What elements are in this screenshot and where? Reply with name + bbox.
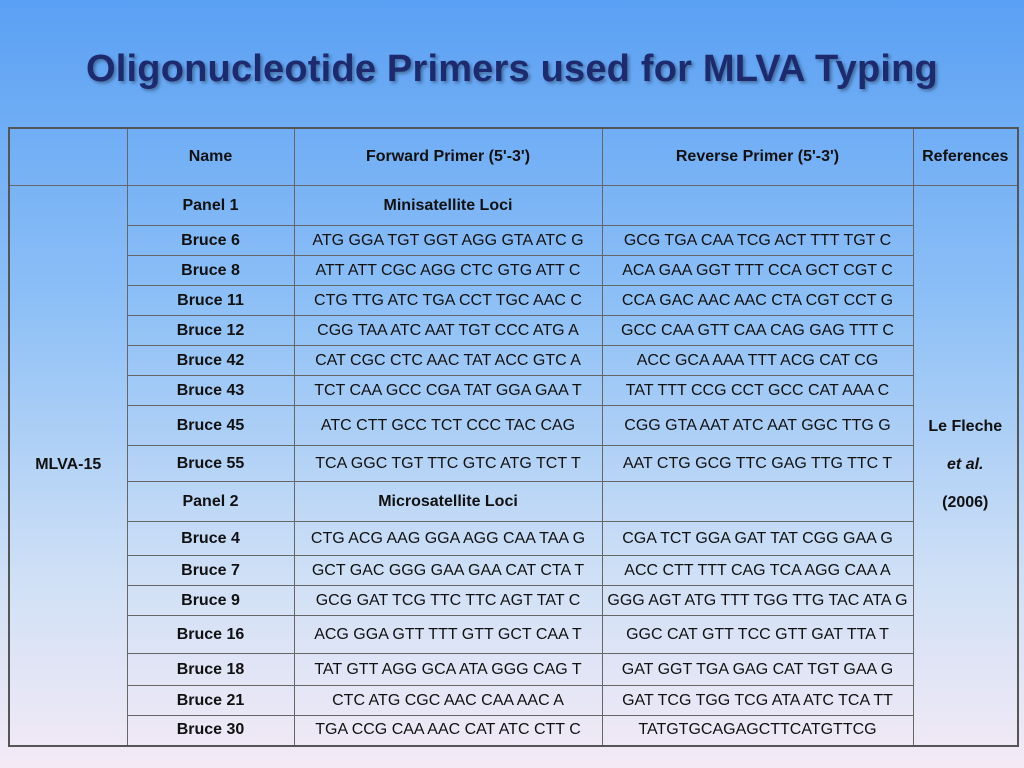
forward-primer: TAT GTT AGG GCA ATA GGG CAG T (294, 654, 602, 686)
forward-primer: ATT ATT CGC AGG CTC GTG ATT C (294, 256, 602, 286)
reverse-primer: GGC CAT GTT TCC GTT GAT TTA T (602, 616, 913, 654)
primer-name: Bruce 55 (127, 446, 294, 482)
reverse-primer: CGA TCT GGA GAT TAT CGG GAA G (602, 522, 913, 556)
reverse-primer: AAT CTG GCG TTC GAG TTG TTC T (602, 446, 913, 482)
primer-table (8, 127, 1019, 747)
forward-primer: CTC ATG CGC AAC CAA AAC A (294, 686, 602, 716)
reverse-primer: TAT TTT CCG CCT GCC CAT AAA C (602, 376, 913, 406)
panel1-empty (602, 186, 913, 226)
table-row (9, 522, 1018, 556)
forward-primer: TCT CAA GCC CGA TAT GGA GAA T (294, 376, 602, 406)
reverse-primer: GCC CAA GTT CAA CAG GAG TTT C (602, 316, 913, 346)
reverse-primer: ACA GAA GGT TTT CCA GCT CGT C (602, 256, 913, 286)
page-title: Oligonucleotide Primers used for MLVA Typing (86, 48, 938, 90)
panel2-empty (602, 482, 913, 522)
reverse-primer: TATGTGCAGAGCTTCATGTTCG (602, 716, 913, 746)
panel2-label: Panel 2 (127, 482, 294, 522)
forward-primer: CTG TTG ATC TGA CCT TGC AAC C (294, 286, 602, 316)
forward-primer: GCG GAT TCG TTC TTC AGT TAT C (294, 586, 602, 616)
forward-primer: ATG GGA TGT GGT AGG GTA ATC G (294, 226, 602, 256)
forward-primer: TCA GGC TGT TTC GTC ATG TCT T (294, 446, 602, 482)
panel1-row (9, 186, 1018, 226)
primer-name: Bruce 11 (127, 286, 294, 316)
header-name: Name (127, 128, 294, 186)
reverse-primer: ACC CTT TTT CAG TCA AGG CAA A (602, 556, 913, 586)
panel2-loci: Microsatellite Loci (294, 482, 602, 522)
reverse-primer: ACC GCA AAA TTT ACG CAT CG (602, 346, 913, 376)
table-row (9, 556, 1018, 586)
primer-name: Bruce 12 (127, 316, 294, 346)
primer-name: Bruce 8 (127, 256, 294, 286)
reference-etal: et al. (947, 456, 984, 474)
table-row (9, 316, 1018, 346)
reference-author: Le Fleche (928, 418, 1003, 436)
table-row (9, 686, 1018, 716)
forward-primer: ACG GGA GTT TTT GTT GCT CAA T (294, 616, 602, 654)
forward-primer: ATC CTT GCC TCT CCC TAC CAG (294, 406, 602, 446)
header-group (9, 128, 127, 186)
primer-name: Bruce 9 (127, 586, 294, 616)
header-references: References (913, 128, 1018, 186)
forward-primer: GCT GAC GGG GAA GAA CAT CTA T (294, 556, 602, 586)
header-row (9, 128, 1018, 186)
table-row (9, 226, 1018, 256)
reverse-primer: GCG TGA CAA TCG ACT TTT TGT C (602, 226, 913, 256)
header-forward-primer: Forward Primer (5'-3') (294, 128, 602, 186)
panel1-label: Panel 1 (127, 186, 294, 226)
mlva-group-label: MLVA-15 (9, 186, 127, 746)
forward-primer: CGG TAA ATC AAT TGT CCC ATG A (294, 316, 602, 346)
reverse-primer: GAT TCG TGG TCG ATA ATC TCA TT (602, 686, 913, 716)
table-row (9, 286, 1018, 316)
reverse-primer: CGG GTA AAT ATC AAT GGC TTG G (602, 406, 913, 446)
reference-year: (2006) (942, 494, 989, 512)
primer-name: Bruce 6 (127, 226, 294, 256)
primer-name: Bruce 7 (127, 556, 294, 586)
table-row (9, 446, 1018, 482)
reverse-primer: GGG AGT ATG TTT TGG TTG TAC ATA G (602, 586, 913, 616)
primer-name: Bruce 18 (127, 654, 294, 686)
table-row (9, 346, 1018, 376)
table-row (9, 654, 1018, 686)
table-row (9, 376, 1018, 406)
table-row (9, 406, 1018, 446)
header-reverse-primer: Reverse Primer (5'-3') (602, 128, 913, 186)
table-row (9, 586, 1018, 616)
reverse-primer: GAT GGT TGA GAG CAT TGT GAA G (602, 654, 913, 686)
primer-name: Bruce 43 (127, 376, 294, 406)
primer-name: Bruce 42 (127, 346, 294, 376)
reverse-primer: CCA GAC AAC AAC CTA CGT CCT G (602, 286, 913, 316)
panel1-loci: Minisatellite Loci (294, 186, 602, 226)
references-cell (913, 186, 1018, 746)
forward-primer: CTG ACG AAG GGA AGG CAA TAA G (294, 522, 602, 556)
forward-primer: CAT CGC CTC AAC TAT ACC GTC A (294, 346, 602, 376)
table-row (9, 256, 1018, 286)
forward-primer: TGA CCG CAA AAC CAT ATC CTT C (294, 716, 602, 746)
primer-name: Bruce 4 (127, 522, 294, 556)
primer-name: Bruce 21 (127, 686, 294, 716)
table-row (9, 616, 1018, 654)
primer-name: Bruce 45 (127, 406, 294, 446)
primer-name: Bruce 16 (127, 616, 294, 654)
table-row (9, 716, 1018, 746)
primer-name: Bruce 30 (127, 716, 294, 746)
panel2-row (9, 482, 1018, 522)
